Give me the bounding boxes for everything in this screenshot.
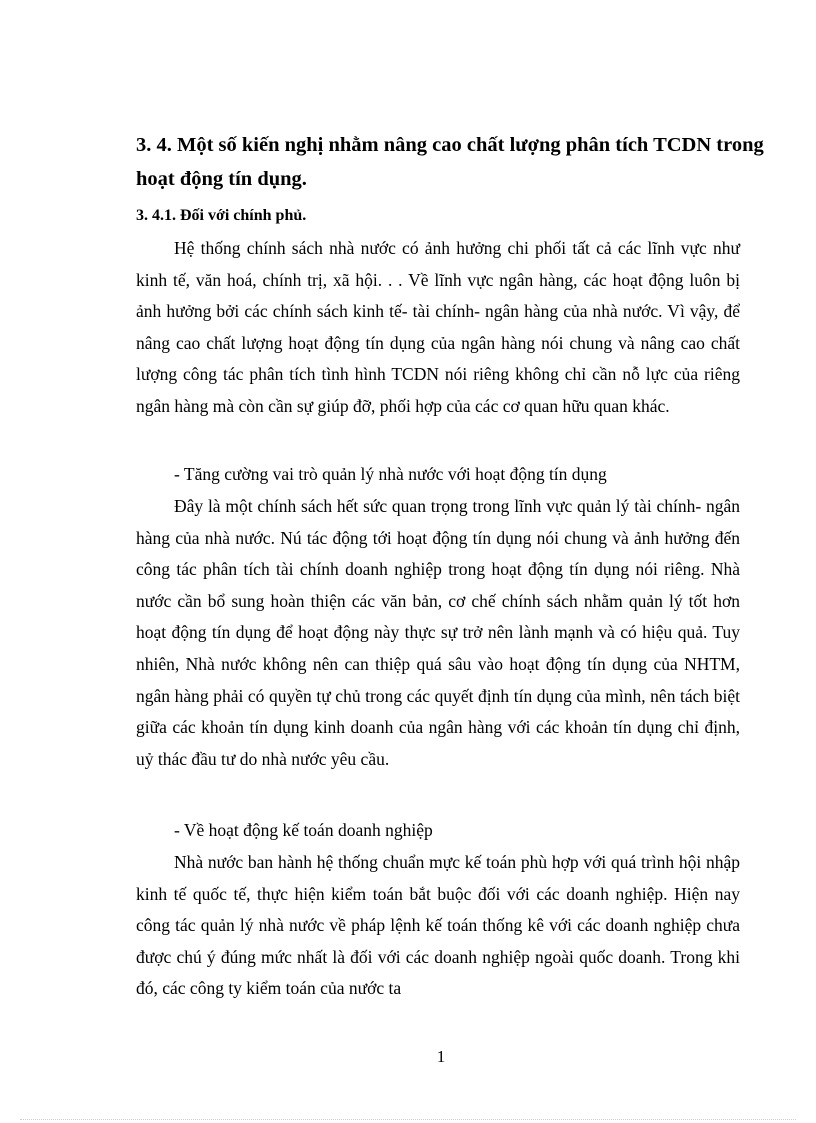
dash-item-accounting: - Về hoạt động kế toán doanh nghiệp	[174, 820, 433, 840]
section-heading: 3. 4. Một số kiến nghị nhằm nâng cao chất lượng phân tích TCDN trong hoạt động tín dụng.	[136, 134, 764, 190]
subsection-heading: 3. 4.1. Đối với chính phủ.	[136, 207, 307, 224]
paragraph-government-policy: Hệ thống chính sách nhà nước có ảnh hưởng chi phối tất cả các lĩnh vực như kinh tế, văn hoá, chính trị, xã hội. . . Về lĩnh vực ngân hàng, các hoạt động luôn bị ảnh hưởng bởi các chính sách kinh tế- tài chính- ngân hàng của nhà nước. Vì vậy, để nâng cao chất lượng hoạt động tín dụng của ngân hàng nói chung và nâng cao chất lượng công tác phân tích tình hình TCDN nói riêng không chỉ cần nỗ lực của riêng ngân hàng mà còn cần sự giúp đỡ, phối hợp của các cơ quan hữu quan khác.	[136, 238, 740, 416]
page-bottom-divider	[20, 1119, 796, 1120]
page-number: 1	[436, 1047, 446, 1066]
paragraph-credit-policy: Đây là một chính sách hết sức quan trọng trong lĩnh vực quản lý tài chính- ngân hàng của nhà nước. Nú tác động tới hoạt động tín dụng nói chung và ảnh hưởng đến công tác phân tích tài chính doanh nghiệp trong hoạt động tín dụng nói riêng. Nhà nước cần bổ sung hoàn thiện các văn bản, cơ chế chính sách nhằm quản lý tốt hơn hoạt động tín dụng để hoạt động này thực sự trở nên lành mạnh và có hiệu quả. Tuy nhiên, Nhà nước không nên can thiệp quá sâu vào hoạt động tín dụng của NHTM, ngân hàng phải có quyền tự chủ trong các quyết định tín dụng của mình, nên tách biệt giữa các khoản tín dụng kinh doanh của ngân hàng với các khoản tín dụng chỉ định, uỷ thác đầu tư do nhà nước yêu cầu.	[136, 496, 740, 769]
dash-item-state-management: - Tăng cường vai trò quản lý nhà nước với hoạt động tín dụng	[174, 464, 607, 484]
paragraph-accounting-standards: Nhà nước ban hành hệ thống chuẩn mực kế toán phù hợp với quá trình hội nhập kinh tế quốc tế, thực hiện kiểm toán bắt buộc đối với các doanh nghiệp. Hiện nay công tác quản lý nhà nước về pháp lệnh kế toán thống kê với các doanh nghiệp chưa được chú ý đúng mức nhất là đối với các doanh nghiệp ngoài quốc doanh. Trong khi đó, các công ty kiểm toán của nước ta	[136, 852, 740, 999]
